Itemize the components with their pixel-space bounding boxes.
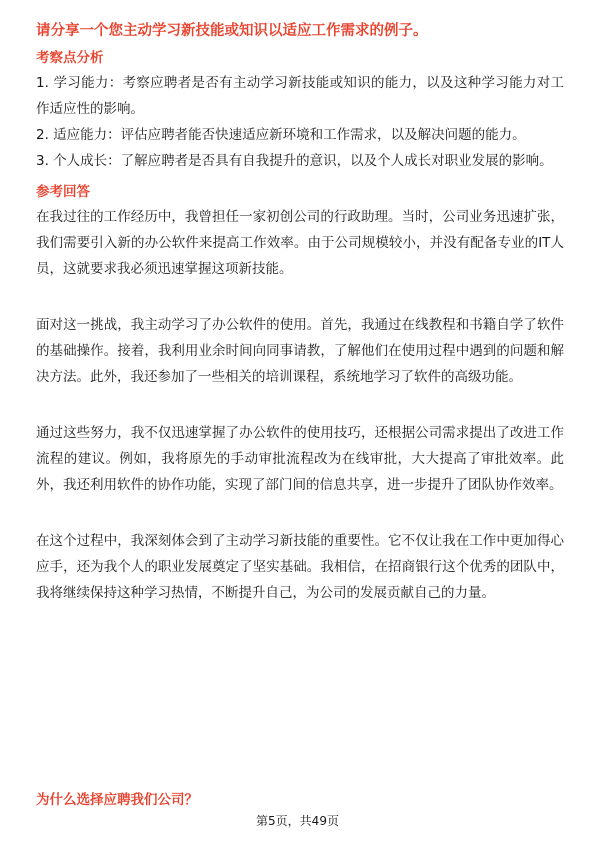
analysis-item: 2. 适应能力：评估应聘者能否快速适应新环境和工作需求，以及解决问题的能力。	[36, 127, 526, 143]
next-question-title: 为什么选择应聘我们公司？	[36, 792, 198, 808]
answer-paragraph: 面对这一挑战，我主动学习了办公软件的使用。首先，我通过在线教程和书籍自学了软件的基础操作。接着，我利用业余时间向同事请教，了解他们在使用过程中遇到的问题和解决方法。此外，我还参加了一些相关的培训课程，系统地学习了软件的高级功能。	[36, 317, 564, 385]
answer-heading: 参考回答	[36, 184, 90, 200]
answer-paragraph: 在这个过程中，我深刻体会到了主动学习新技能的重要性。它不仅让我在工作中更加得心应手，还为我个人的职业发展奠定了坚实基础。我相信，在招商银行这个优秀的团队中，我将继续保持这种学习热情，不断提升自己，为公司的发展贡献自己的力量。	[36, 533, 564, 601]
document-page	[36, 20, 564, 614]
analysis-heading: 考察点分析	[36, 50, 104, 66]
answer-paragraph: 在我过往的工作经历中，我曾担任一家初创公司的行政助理。当时，公司业务迅速扩张，我们需要引入新的办公软件来提高工作效率。由于公司规模较小，并没有配备专业的IT人员，这就要求我必须迅速掌握这项新技能。	[36, 209, 564, 277]
analysis-list	[36, 70, 564, 174]
question-title: 请分享一个您主动学习新技能或知识以适应工作需求的例子。	[36, 23, 428, 39]
answer-paragraph: 通过这些努力，我不仅迅速掌握了办公软件的使用技巧，还根据公司需求提出了改进工作流程的建议。例如，我将原先的手动审批流程改为在线审批，大大提高了审批效率。此外，我还利用软件的协作功能，实现了部门间的信息共享，进一步提升了团队协作效率。	[36, 425, 564, 493]
analysis-item: 1. 学习能力：考察应聘者是否有主动学习新技能或知识的能力，以及这种学习能力对工作适应性的影响。	[36, 75, 564, 117]
page-footer: 第5页，共49页	[256, 814, 339, 828]
analysis-item: 3. 个人成长：了解应聘者是否具有自我提升的意识，以及个人成长对职业发展的影响。	[36, 153, 553, 169]
